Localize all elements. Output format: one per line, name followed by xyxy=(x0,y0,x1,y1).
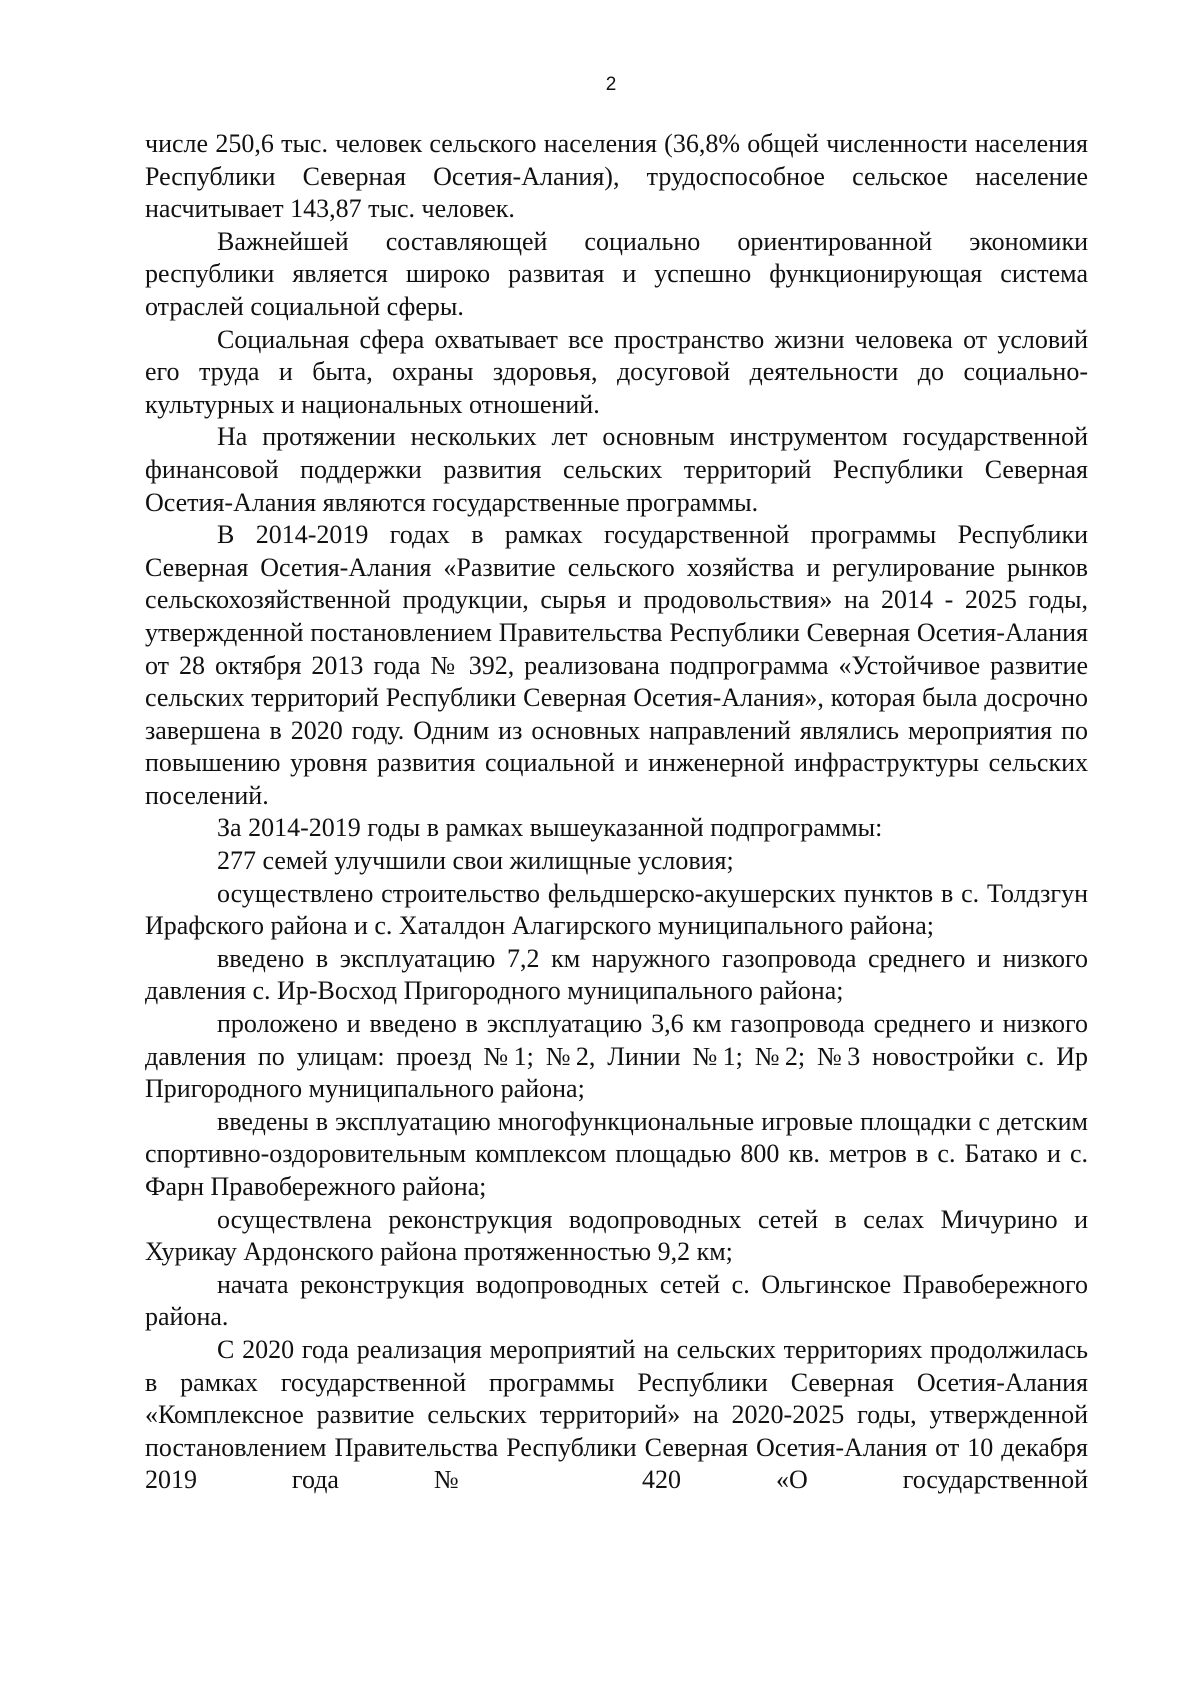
paragraph-subprogram-2014-2019: В 2014-2019 годах в рамках государственной программы Республики Северная Осетия-Алания «Развитие сельского хозяйства и регулирование рынков сельскохозяйственной продукции, сырья и продовольствия» на 2014 - 2025 годы, утвержденной постановлением Правительства Республики Северная Осетия-Алания от 28 октября 2013 года № 392, реализована подпрограмма «Устойчивое развитие сельских территорий Республики Северная Осетия-Алания», которая была досрочно завершена в 2020 году. Одним из основных направлений являлись мероприятия по повышению уровня развития социальной и инженерной инфраструктуры сельских поселений. xyxy=(145,520,1088,810)
list-item-water-olginskoe: начата реконструкция водопроводных сетей с. Ольгинское Правобережного района. xyxy=(145,1269,1088,1332)
paragraph-program-2020: С 2020 года реализация мероприятий на сельских территориях продолжилась в рамках государственной программы Республики Северная Осетия-Алания «Комплексное развитие сельских территорий» на 2020-2025 годы, утвержденной постановлением Правительства Республики Северная Осетия-Алания от 10 декабря 2019 года № 420 «О государственной xyxy=(145,1334,1088,1495)
paragraph-social-economy: Важнейшей составляющей социально ориентированной экономики республики является широко развитая и успешно функционирующая система отраслей социальной сферы. xyxy=(145,226,1088,321)
page-number: 2 xyxy=(605,74,617,95)
document-body xyxy=(145,128,1088,1497)
list-item-water-reconstruction: осуществлена реконструкция водопроводных сетей в селах Мичурино и Хурикау Ардонского района протяженностью 9,2 км; xyxy=(145,1204,1088,1267)
list-item-gas-pipeline-ir-voskhod: введено в эксплуатацию 7,2 км наружного газопровода среднего и низкого давления с. Ир-Восход Пригородного муниципального района; xyxy=(145,943,1088,1006)
list-item-gas-pipeline-ir: проложено и введено в эксплуатацию 3,6 км газопровода среднего и низкого давления по улицам: проезд №1; №2, Линии №1; №2; №3 новостройки с. Ир Пригородного муниципального района; xyxy=(145,1009,1088,1104)
paragraph-state-programs: На протяжении нескольких лет основным инструментом государственной финансовой поддержки развития сельских территорий Республики Северная Осетия-Алания являются государственные программы. xyxy=(145,422,1088,517)
list-item-housing: 277 семей улучшили свои жилищные условия; xyxy=(217,846,734,876)
paragraph-social-sphere: Социальная сфера охватывает все пространство жизни человека от условий его труда и быта, охраны здоровья, досуговой деятельности до социально-культурных и национальных отношений. xyxy=(145,324,1088,419)
paragraph-continuation: числе 250,6 тыс. человек сельского населения (36,8% общей численности населения Республики Северная Осетия-Алания), трудоспособное сельское население насчитывает 143,87 тыс. человек. xyxy=(145,129,1088,224)
list-item-medical-points: осуществлено строительство фельдшерско-акушерских пунктов в с. Толдзгун Ирафского района и с. Хаталдон Алагирского муниципального района; xyxy=(145,878,1088,941)
list-item-playgrounds: введены в эксплуатацию многофункциональные игровые площадки с детским спортивно-оздоровительным комплексом площадью 800 кв. метров в с. Батако и с. Фарн Правобережного района; xyxy=(145,1106,1088,1201)
paragraph-results-intro: За 2014-2019 годы в рамках вышеуказанной подпрограммы: xyxy=(217,813,883,843)
